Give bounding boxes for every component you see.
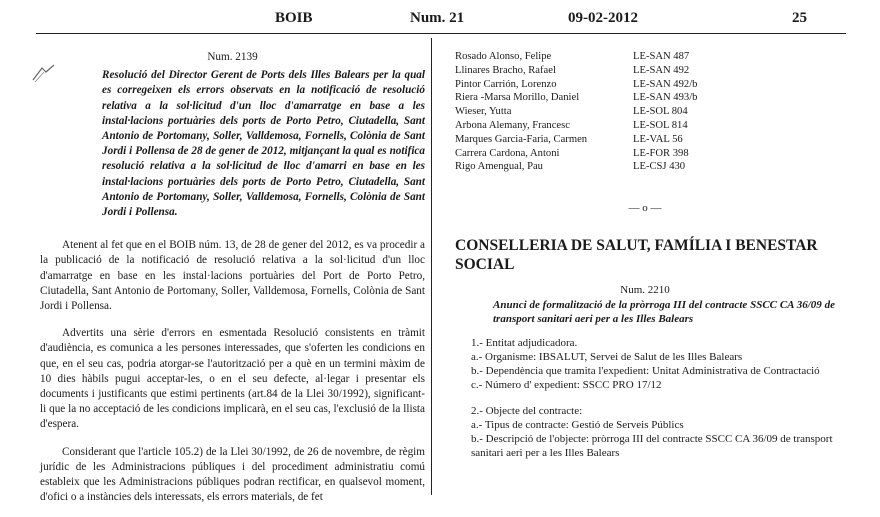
- announcement-title: Anunci de formalització de la pròrroga III del contracte SSCC CA 36/09 de transport sanitari aeri per a les Illes Balears: [493, 299, 835, 325]
- table-row: [455, 105, 697, 119]
- person-name: Pintor Carrión, Lorenzo: [455, 78, 557, 90]
- right-column: [455, 50, 835, 460]
- section-title: CONSELLERIA DE SALUT, FAMÍLIA I BENESTAR SOCIAL: [455, 236, 818, 273]
- mooring-code: LE-SAN 493/b: [633, 92, 698, 104]
- table-row: [455, 119, 697, 133]
- page-number: 25: [792, 10, 807, 26]
- column-divider: [431, 38, 432, 495]
- paragraph-1: Atenent al fet que en el BOIB núm. 13, de 28 de gener del 2012, es va procedir a la publicació de la notificació de resolució relativa a la sol·licitud d'un lloc d'amarratge en base en les instal·lacions portuàries del Port de Porto Petro, Ciutadella, Sant Antonio de Portomany, Soller, Valldemosa, Fornells, Colònia de Sant Jordi i Pollensa.: [40, 239, 425, 313]
- table-row: [455, 78, 697, 92]
- item-1b: b.- Dependència que tramita l'expedient: Unitat Administrativa de Contractació: [471, 365, 820, 378]
- mooring-code: LE-VAL 56: [633, 133, 683, 145]
- item-2b: b.- Descripció de l'objecte: pròrroga III del contracte SSCC CA 36/09 de transport sanitari aeri per a les Illes Balears: [471, 433, 833, 460]
- person-name: Carrera Cardona, Antoni: [455, 147, 560, 159]
- person-name: Llinares Bracho, Rafael: [455, 64, 556, 76]
- header-rule: [36, 33, 846, 34]
- left-column: [40, 50, 425, 517]
- table-row: [455, 91, 697, 105]
- mooring-code: LE-SAN 492/b: [633, 78, 698, 90]
- section-separator: — o —: [628, 202, 662, 215]
- table-row: [455, 147, 697, 161]
- person-name: Marques Garcia-Faria, Carmen: [455, 133, 588, 145]
- page-header: [0, 8, 880, 30]
- person-name: Rigo Amengual, Pau: [455, 161, 543, 173]
- item-1c: c.- Número d' expedient: SSCC PRO 17/12: [471, 379, 662, 392]
- person-name: Rosado Alonso, Felipe: [455, 51, 552, 62]
- mooring-code: LE-SOL 804: [633, 106, 688, 118]
- paragraph-3: Considerant que l'article 105.2) de la Llei 30/1992, de 26 de novembre, de règim jurídic de les Administracions públiques i del procediment administratiu comú estableix que les Administracions públiques podran rectificar, en qualsevol moment, d'ofici o a instàncies dels interessats, els errors materials, de fet: [40, 445, 425, 504]
- table-row: [455, 160, 697, 174]
- item-1: 1.- Entitat adjudicadora.: [471, 337, 578, 350]
- issue-number: Num. 21: [410, 10, 465, 26]
- mooring-list-table: [455, 50, 697, 174]
- item-2: 2.- Objecte del contracte:: [471, 405, 583, 418]
- right-document-number: Num. 2210: [620, 283, 670, 296]
- table-row: [455, 133, 697, 147]
- left-document-number: Num. 2139: [207, 51, 258, 63]
- mooring-code: LE-SAN 492: [633, 64, 690, 76]
- mooring-code: LE-SAN 487: [633, 51, 690, 62]
- journal-name: BOIB: [275, 10, 313, 26]
- issue-date: 09-02-2012: [568, 10, 638, 26]
- item-1a: a.- Organisme: IBSALUT, Servei de Salut de les Illes Balears: [471, 351, 743, 364]
- person-name: Riera -Marsa Morillo, Daniel: [455, 92, 580, 104]
- person-name: Wieser, Yutta: [455, 106, 512, 118]
- person-name: Arbona Alemany, Francesc: [455, 119, 570, 131]
- resolution-title: Resolució del Director Gerent de Ports dels Illes Balears per la qual es corregeixen els errors observats en la notificació de resolució relativa a la sol·licitud d'un lloc d'amarratge en base a les instal·lacions portuàries dels ports de Porto Petro, Ciutadella, Sant Antonio de Portomany, Soller, Valldemosa, Fornells, Colònia de Sant Jordi i Pollensa de 28 de gener de 2012, mitjançant la qual es notifica resolució relativa a la sol·licitud de lloc d'amarri en base en les instal·lacions portuàries dels ports de Porto Petro, Ciutadella, Sant Antonio de Portomany, Soller, Valldemosa, Fornells, Colònia de Sant Jordi i Pollensa.: [102, 69, 425, 219]
- mooring-code: LE-CSJ 430: [633, 161, 686, 173]
- table-row: [455, 64, 697, 78]
- paragraph-2: Advertits una sèrie d'errors en esmentada Resolució consistents en tràmit d'audiència, es comunica a les persones interessades, que s'oferten les condicions en que, en el seu cas, podria atorgar-se l'autorització per a què en un termini màxim de 10 dies hàbils pugui acceptar-les, o en el seu defecte, al·legar i presentar els documents i justificants que estimi pertinents (art.84 de la Llei 30/1992), significant-li que la no acceptació de les condicions implicarà, en el seu cas, l'exclusió de la llista d'espera.: [40, 327, 425, 431]
- table-row: [455, 50, 697, 64]
- item-2a: a.- Tipus de contracte: Gestió de Serveis Públics: [471, 419, 684, 432]
- mooring-code: LE-FOR 398: [633, 147, 689, 159]
- mooring-code: LE-SOL 814: [633, 119, 688, 131]
